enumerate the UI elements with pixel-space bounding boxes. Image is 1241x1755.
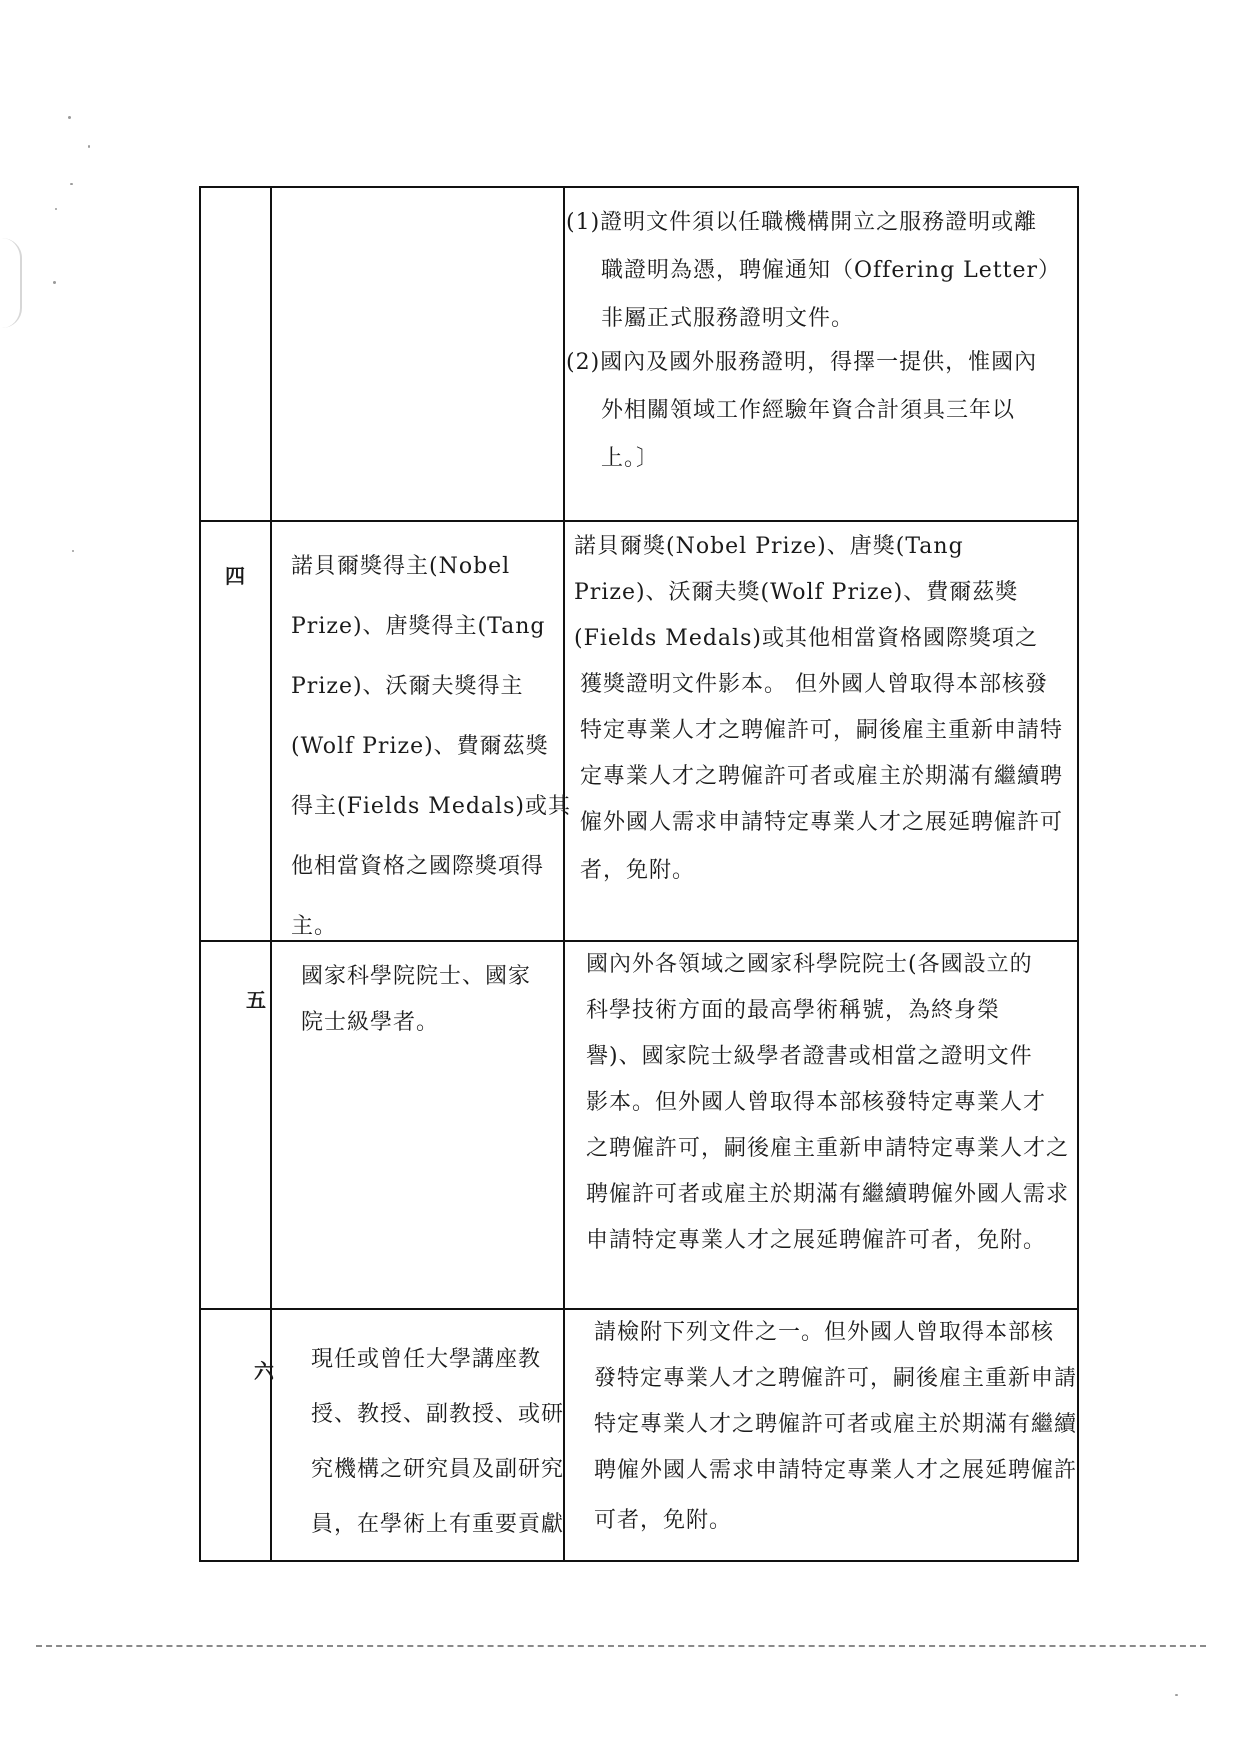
scan-speck bbox=[1175, 1694, 1178, 1696]
qualification-line: 授、教授、副教授、或研 bbox=[311, 1402, 565, 1427]
document-line: 譽)、國家院士級學者證書或相當之證明文件 bbox=[586, 1044, 1033, 1069]
continuation-line: (1)證明文件須以任職機構開立之服務證明或離 bbox=[566, 210, 1038, 235]
qualification-line: 員，在學術上有重要貢獻 bbox=[311, 1512, 565, 1537]
document-line: 發特定專業人才之聘僱許可，嗣後雇主重新申請 bbox=[594, 1366, 1078, 1391]
document-line: 特定專業人才之聘僱許可者或雇主於期滿有繼續 bbox=[594, 1412, 1078, 1437]
document-line: 請檢附下列文件之一。但外國人曾取得本部核 bbox=[594, 1320, 1055, 1345]
qualification-line: Prize)、唐獎得主(Tang bbox=[291, 614, 546, 639]
bottom-dashed-rule bbox=[36, 1645, 1206, 1647]
continuation-line: 外相關領域工作經驗年資合計須具三年以 bbox=[601, 398, 1016, 423]
row-number: 四 bbox=[225, 564, 245, 588]
qualification-line: 得主(Fields Medals)或其 bbox=[291, 794, 571, 819]
scan-speck bbox=[88, 145, 90, 148]
table-line bbox=[199, 186, 201, 1562]
document-line: (Fields Medals)或其他相當資格國際獎項之 bbox=[574, 626, 1038, 651]
scan-speck bbox=[53, 281, 56, 284]
document-line: 之聘僱許可，嗣後雇主重新申請特定專業人才之 bbox=[586, 1136, 1070, 1161]
qualification-line: 現任或曾任大學講座教 bbox=[311, 1347, 542, 1372]
table-line bbox=[199, 520, 1079, 522]
document-line: 科學技術方面的最高學術稱號，為終身榮 bbox=[586, 998, 1001, 1023]
document-line: 僱外國人需求申請特定專業人才之展延聘僱許可 bbox=[580, 810, 1064, 835]
document-line: 獲獎證明文件影本。 但外國人曾取得本部核發 bbox=[580, 672, 1048, 697]
document-line: 影本。但外國人曾取得本部核發特定專業人才 bbox=[586, 1090, 1047, 1115]
scan-speck bbox=[68, 116, 71, 119]
qualification-line: (Wolf Prize)、費爾茲獎 bbox=[291, 734, 549, 759]
continuation-line: 非屬正式服務證明文件。 bbox=[601, 306, 855, 331]
scan-speck bbox=[55, 208, 57, 210]
table-line bbox=[199, 1560, 1079, 1562]
scan-speck bbox=[70, 183, 73, 185]
row-number: 六 bbox=[254, 1359, 274, 1383]
scan-speck bbox=[72, 550, 74, 552]
document-line: 者，免附。 bbox=[580, 858, 696, 883]
qualification-line: 他相當資格之國際獎項得 bbox=[291, 854, 545, 879]
qualification-line: Prize)、沃爾夫獎得主 bbox=[291, 674, 524, 699]
qualification-line: 究機構之研究員及副研究 bbox=[311, 1457, 565, 1482]
row-number: 五 bbox=[246, 988, 266, 1012]
document-line: Prize)、沃爾夫獎(Wolf Prize)、費爾茲獎 bbox=[574, 580, 1019, 605]
table-line bbox=[563, 186, 565, 1562]
continuation-line: 上。〕 bbox=[601, 446, 660, 471]
document-line: 申請特定專業人才之展延聘僱許可者，免附。 bbox=[586, 1228, 1047, 1253]
document-line: 聘僱許可者或雇主於期滿有繼續聘僱外國人需求 bbox=[586, 1182, 1070, 1207]
continuation-line: (2)國內及國外服務證明，得擇一提供，惟國內 bbox=[566, 350, 1038, 375]
document-line: 聘僱外國人需求申請特定專業人才之展延聘僱許 bbox=[594, 1458, 1078, 1483]
qualification-line: 國家科學院院士、國家 bbox=[301, 964, 532, 989]
document-line: 可者，免附。 bbox=[594, 1508, 733, 1533]
continuation-line: 職證明為憑，聘僱通知（Offering Letter） bbox=[601, 258, 1061, 283]
table-line bbox=[199, 186, 1079, 188]
document-line: 諾貝爾獎(Nobel Prize)、唐獎(Tang bbox=[574, 534, 964, 559]
scan-edge-mark bbox=[2, 238, 22, 328]
qualification-line: 諾貝爾獎得主(Nobel bbox=[291, 554, 511, 579]
table-line bbox=[199, 1308, 1079, 1310]
qualification-line: 主。 bbox=[291, 914, 338, 939]
document-line: 特定專業人才之聘僱許可，嗣後雇主重新申請特 bbox=[580, 718, 1064, 743]
table-line bbox=[1077, 186, 1079, 1562]
qualification-line: 院士級學者。 bbox=[301, 1010, 440, 1035]
document-line: 定專業人才之聘僱許可者或雇主於期滿有繼續聘 bbox=[580, 764, 1064, 789]
document-line: 國內外各領域之國家科學院院士(各國設立的 bbox=[586, 952, 1033, 977]
